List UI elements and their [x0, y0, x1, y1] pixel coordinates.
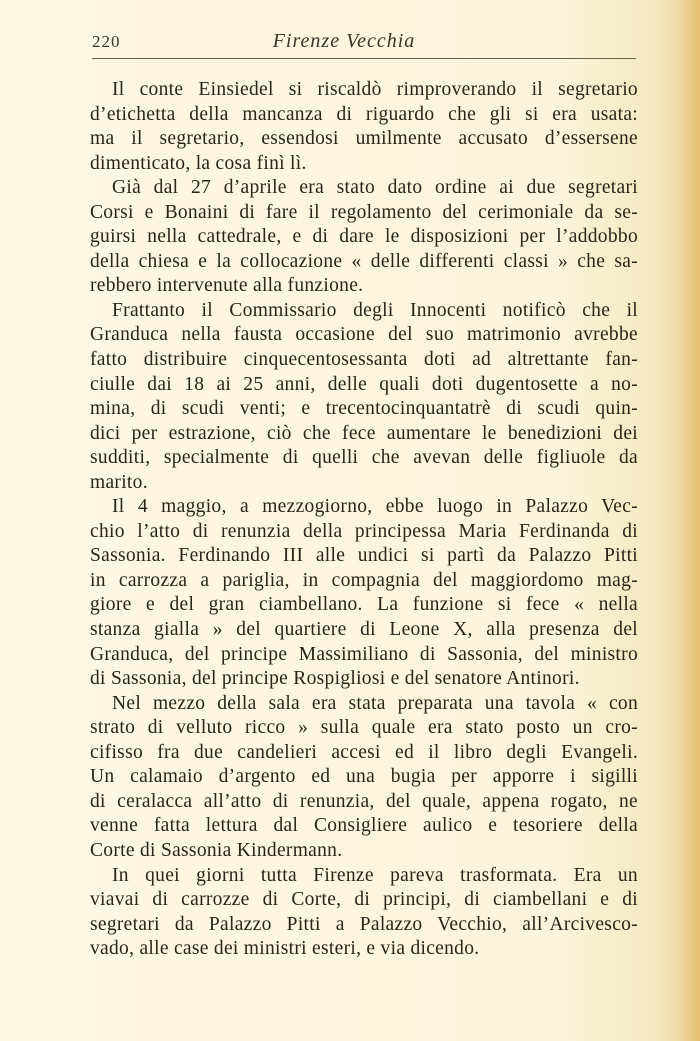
- paragraph-5: [90, 692, 638, 864]
- running-title: Firenze Vecchia: [272, 30, 416, 52]
- text-line: dici per estrazione, ciò che fece aumentare le benedizioni dei: [90, 422, 638, 444]
- text-line: di Sassonia, del principe Rospigliosi e del senatore Antinori.: [90, 668, 580, 690]
- text-line: Nel mezzo della sala era stata preparata una tavola « con: [112, 692, 638, 714]
- header-rule: [92, 58, 636, 59]
- text-line: guirsi nella cattedrale, e di dare le disposizioni per l’addobbo: [90, 226, 638, 248]
- text-line: chio l’atto di renunzia della principessa Maria Ferdinanda di: [90, 520, 638, 542]
- text-line: vado, alle case dei ministri esteri, e via dicendo.: [90, 938, 480, 960]
- text-line: Corsi e Bonaini di fare il regolamento del cerimoniale da se-: [90, 201, 638, 223]
- page-edge-shading: [678, 0, 700, 1041]
- text-line: fatto distribuire cinquecentosessanta doti ad altrettante fan-: [90, 349, 638, 371]
- paragraph-2: [90, 176, 638, 299]
- text-line: viavai di carrozze di Corte, di principi, di ciambellani e di: [90, 889, 638, 911]
- paragraph-3: [90, 299, 638, 495]
- text-line: Sassonia. Ferdinando III alle undici si partì da Palazzo Pitti: [90, 545, 638, 567]
- page-number: 220: [92, 32, 121, 51]
- text-line: d’etichetta della mancanza di riguardo che gli si era usata:: [90, 103, 638, 125]
- text-line: sudditi, specialmente di quelli che avevan delle figliuole da: [90, 447, 638, 469]
- text-line: Granduca nella fausta occasione del suo matrimonio avrebbe: [90, 324, 638, 346]
- text-line: mina, di scudi venti; e trecentocinquantatrè di scudi quin-: [90, 398, 638, 420]
- text-line: Il conte Einsiedel si riscaldò rimproverando il segretario: [112, 79, 638, 100]
- text-line: stanza gialla » del quartiere di Leone X, alla presenza del: [90, 619, 638, 641]
- text-line: in carrozza a pariglia, in compagnia del maggiordomo mag-: [90, 569, 638, 591]
- text-line: Frattanto il Commissario degli Innocenti notificò che il: [112, 299, 638, 321]
- text-line: dimenticato, la cosa finì lì.: [90, 152, 307, 174]
- text-line: ciulle dai 18 ai 25 anni, delle quali doti dugentosette a no-: [90, 373, 638, 395]
- paragraph-6: [90, 864, 638, 962]
- text-line: di ceralacca all’atto di renunzia, del quale, appena rogato, ne: [90, 790, 638, 812]
- text-line: ma il segretario, essendosi umilmente accusato d’essersene: [90, 128, 638, 150]
- text-line: In quei giorni tutta Firenze pareva trasformata. Era un: [112, 864, 638, 886]
- text-line: venne fatta lettura dal Consigliere aulico e tesoriere della: [90, 815, 638, 837]
- text-line: della chiesa e la collocazione « delle differenti classi » che sa-: [90, 250, 638, 272]
- text-line: rebbero intervenute alla funzione.: [90, 275, 364, 297]
- text-line: segretari da Palazzo Pitti a Palazzo Vecchio, all’Arcivesco-: [90, 913, 638, 935]
- paragraph-1: [90, 78, 638, 176]
- text-line: Un calamaio d’argento ed una bugia per apporre i sigilli: [90, 766, 638, 788]
- running-head: [92, 30, 636, 60]
- text-line: giore e del gran ciambellano. La funzione si fece « nella: [90, 594, 638, 616]
- text-line: Il 4 maggio, a mezzogiorno, ebbe luogo in Palazzo Vec-: [112, 496, 638, 518]
- text-line: marito.: [90, 471, 148, 493]
- body-text: [90, 78, 638, 962]
- text-line: strato di velluto ricco » sulla quale era stato posto un cro-: [90, 717, 638, 739]
- text-line: Già dal 27 d’aprile era stato dato ordine ai due segretari: [112, 177, 638, 199]
- text-line: Corte di Sassonia Kindermann.: [90, 839, 343, 861]
- paragraph-4: [90, 495, 638, 691]
- text-line: cifisso fra due candelieri accesi ed il libro degli Evangeli.: [90, 741, 638, 763]
- text-line: Granduca, del principe Massimiliano di Sassonia, del ministro: [90, 643, 638, 665]
